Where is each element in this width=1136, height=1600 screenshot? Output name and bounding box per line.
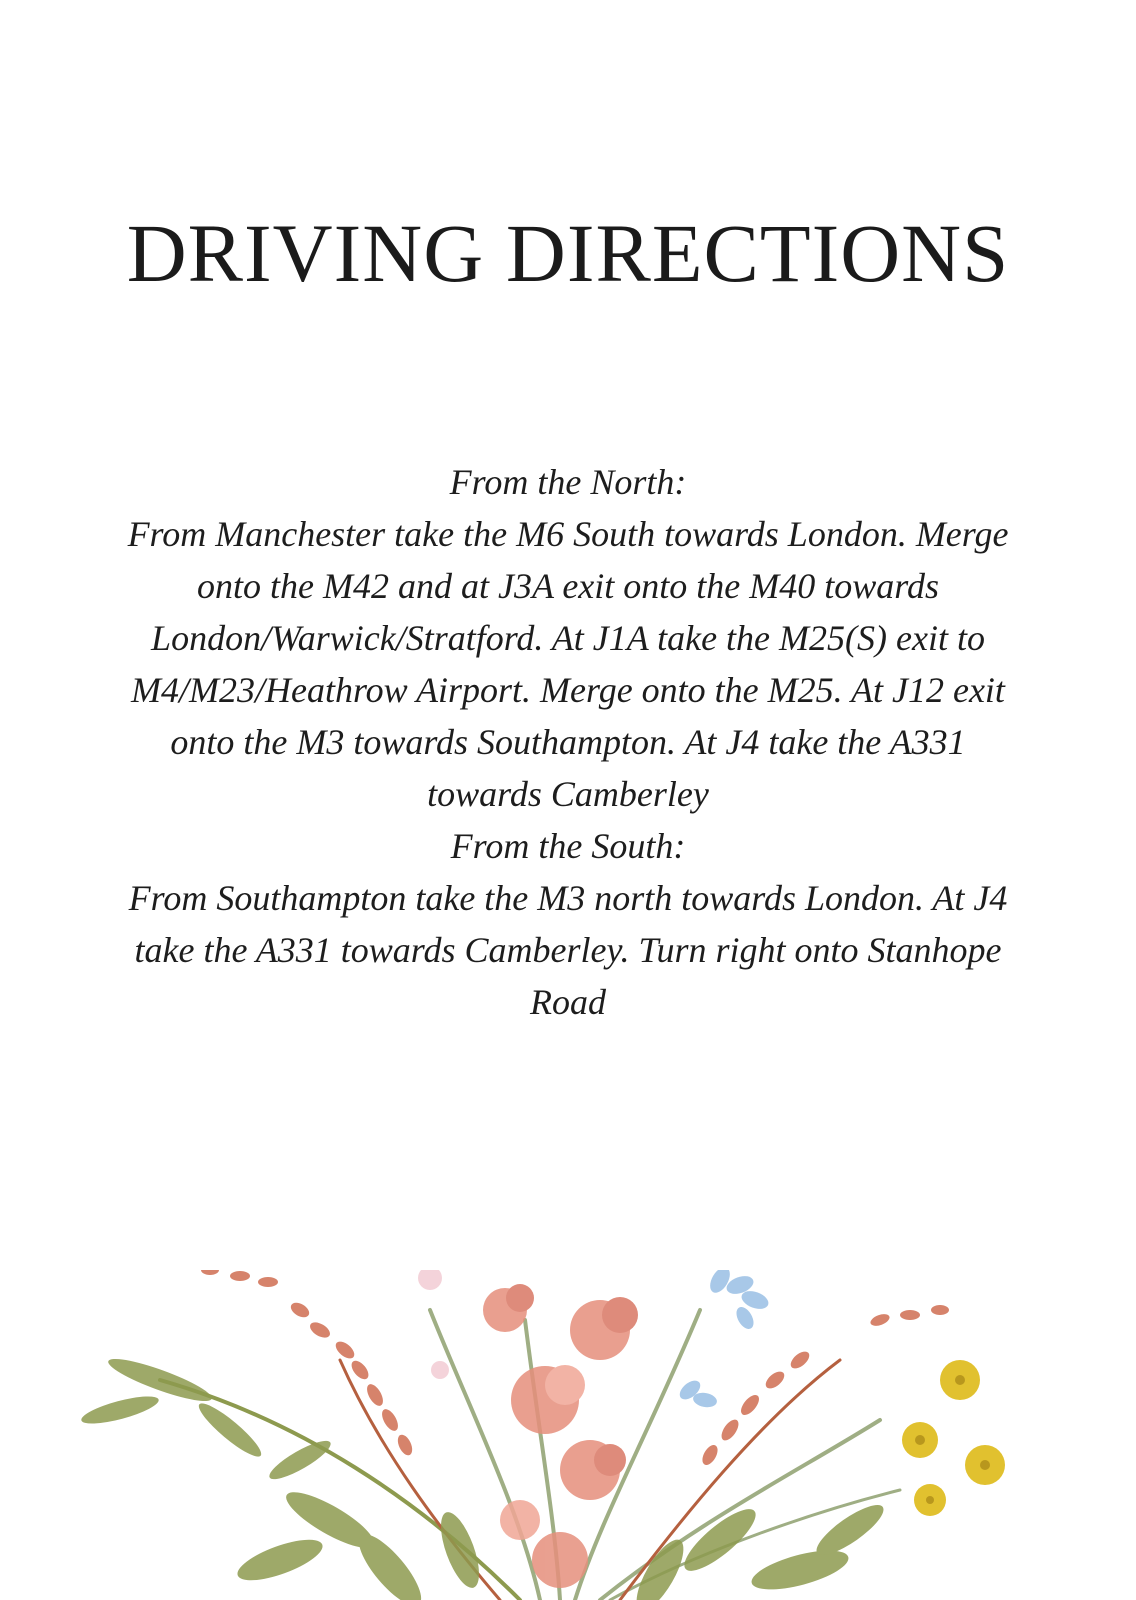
floral-illustration	[0, 1270, 1136, 1600]
south-heading: From the South:	[450, 826, 686, 866]
page-title: DRIVING DIRECTIONS	[126, 207, 1010, 299]
south-directions: From Southampton take the M3 north towards London. At J4 take the A331 towards Camberley. Turn right onto Stanhope Road	[128, 878, 1008, 1022]
north-heading: From the North:	[449, 462, 687, 502]
directions-text	[110, 456, 1026, 1028]
north-directions: From Manchester take the M6 South towards London. Merge onto the M42 and at J3A exit onto the M40 towards London/Warwick/Stratford. At J1A take the M25(S) exit to M4/M23/Heathrow Airport. Merge onto the M25. At J12 exit onto the M3 towards Southampton. At J4 take the A331 towards Camberley	[127, 514, 1009, 814]
